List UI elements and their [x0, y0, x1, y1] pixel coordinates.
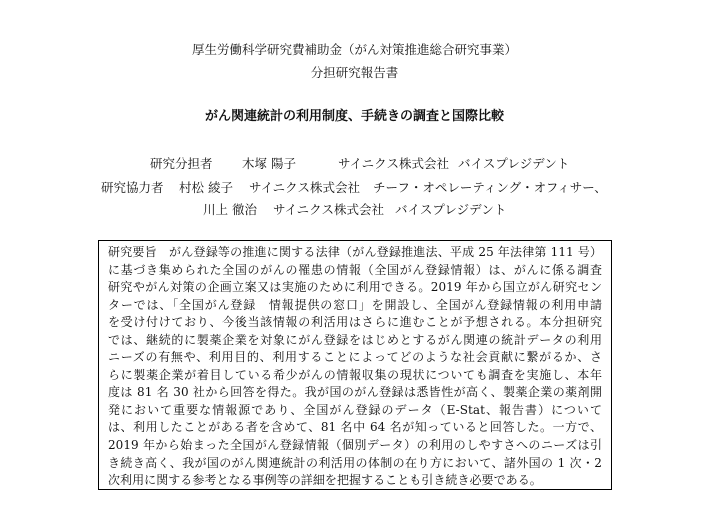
- author-affiliation: サイニクス株式会社: [249, 180, 361, 195]
- abstract-line: を受け付けており、今後当該情報の利活用はさらに進むことが予想される。本分担研究: [108, 315, 602, 330]
- author-name: 村松 綾子: [179, 180, 233, 195]
- abstract-line: は、利用したことがある者を含めて、81 名中 64 名が知っていると回答した。一方で、: [108, 420, 602, 435]
- author-role: 研究分担者: [150, 156, 213, 171]
- author-line-3: [203, 202, 506, 218]
- abstract-line: 研究要旨 がん登録等の推進に関する法律（がん登録推進法、平成 25 年法律第 111 号）: [108, 245, 602, 259]
- abstract-line: 次利用に関する参考となる事例等の詳細を把握することも引き続き必要である。: [108, 473, 542, 488]
- author-name: 木塚 陽子: [242, 156, 296, 171]
- author-line-2: [101, 180, 607, 196]
- author-affiliation: サイニクス株式会社: [338, 156, 450, 171]
- author-line-1: [150, 156, 569, 172]
- abstract-line: では、継続的に製薬企業を対象にがん登録をはじめとするがん関連の統計データの利用: [108, 332, 602, 347]
- abstract-line: 発において重要な情報源であり、全国がん登録のデータ（E-Stat、報告書）について: [108, 402, 602, 417]
- abstract-line: ターでは、「全国がん登録 情報提供の窓口」を開設し、全国がん登録情報の利用申請: [108, 297, 602, 312]
- grant-header: 厚生労働科学研究費補助金（がん対策推進総合研究事業）: [191, 42, 517, 57]
- abstract-line: に基づき集められた全国のがんの罹患の情報（全国がん登録情報）は、がんに係る調査: [108, 262, 602, 277]
- abstract-line: らに製薬企業が着目している希少がんの情報収集の現状についても調査を実施し、本年: [108, 367, 602, 382]
- author-position: バイスプレジデント: [395, 202, 507, 217]
- author-position: バイスプレジデント: [458, 156, 570, 171]
- abstract-line: 度は 81 名 30 社から回答を得た。我が国のがん登録は悉皆性が高く、製薬企業の薬剤開: [108, 385, 602, 400]
- author-affiliation: サイニクス株式会社: [273, 202, 385, 217]
- abstract-line: き続き高く、我が国のがん関連統計の利活用の体制の在り方において、諸外国の 1 次・2: [108, 455, 602, 470]
- report-type: 分担研究報告書: [310, 65, 399, 80]
- page-title: がん関連統計の利用制度、手続きの調査と国際比較: [204, 109, 504, 124]
- abstract-line: 研究やがん対策の企画立案又は実施のために利用できる。2019 年から国立がん研究セン: [108, 280, 602, 295]
- abstract-box: [98, 240, 612, 490]
- author-position: チーフ・オペレーティング・オフィサー、: [373, 180, 607, 195]
- abstract-line: 2019 年から始まった全国がん登録情報（個別データ）の利用のしやすさへのニーズは引: [108, 438, 602, 453]
- author-role: 研究協力者: [101, 180, 164, 195]
- author-name: 川上 徹治: [203, 202, 257, 217]
- abstract-line: ニーズの有無や、利用目的、利用することによってどのような社会貢献に繋がるか、さ: [108, 350, 602, 365]
